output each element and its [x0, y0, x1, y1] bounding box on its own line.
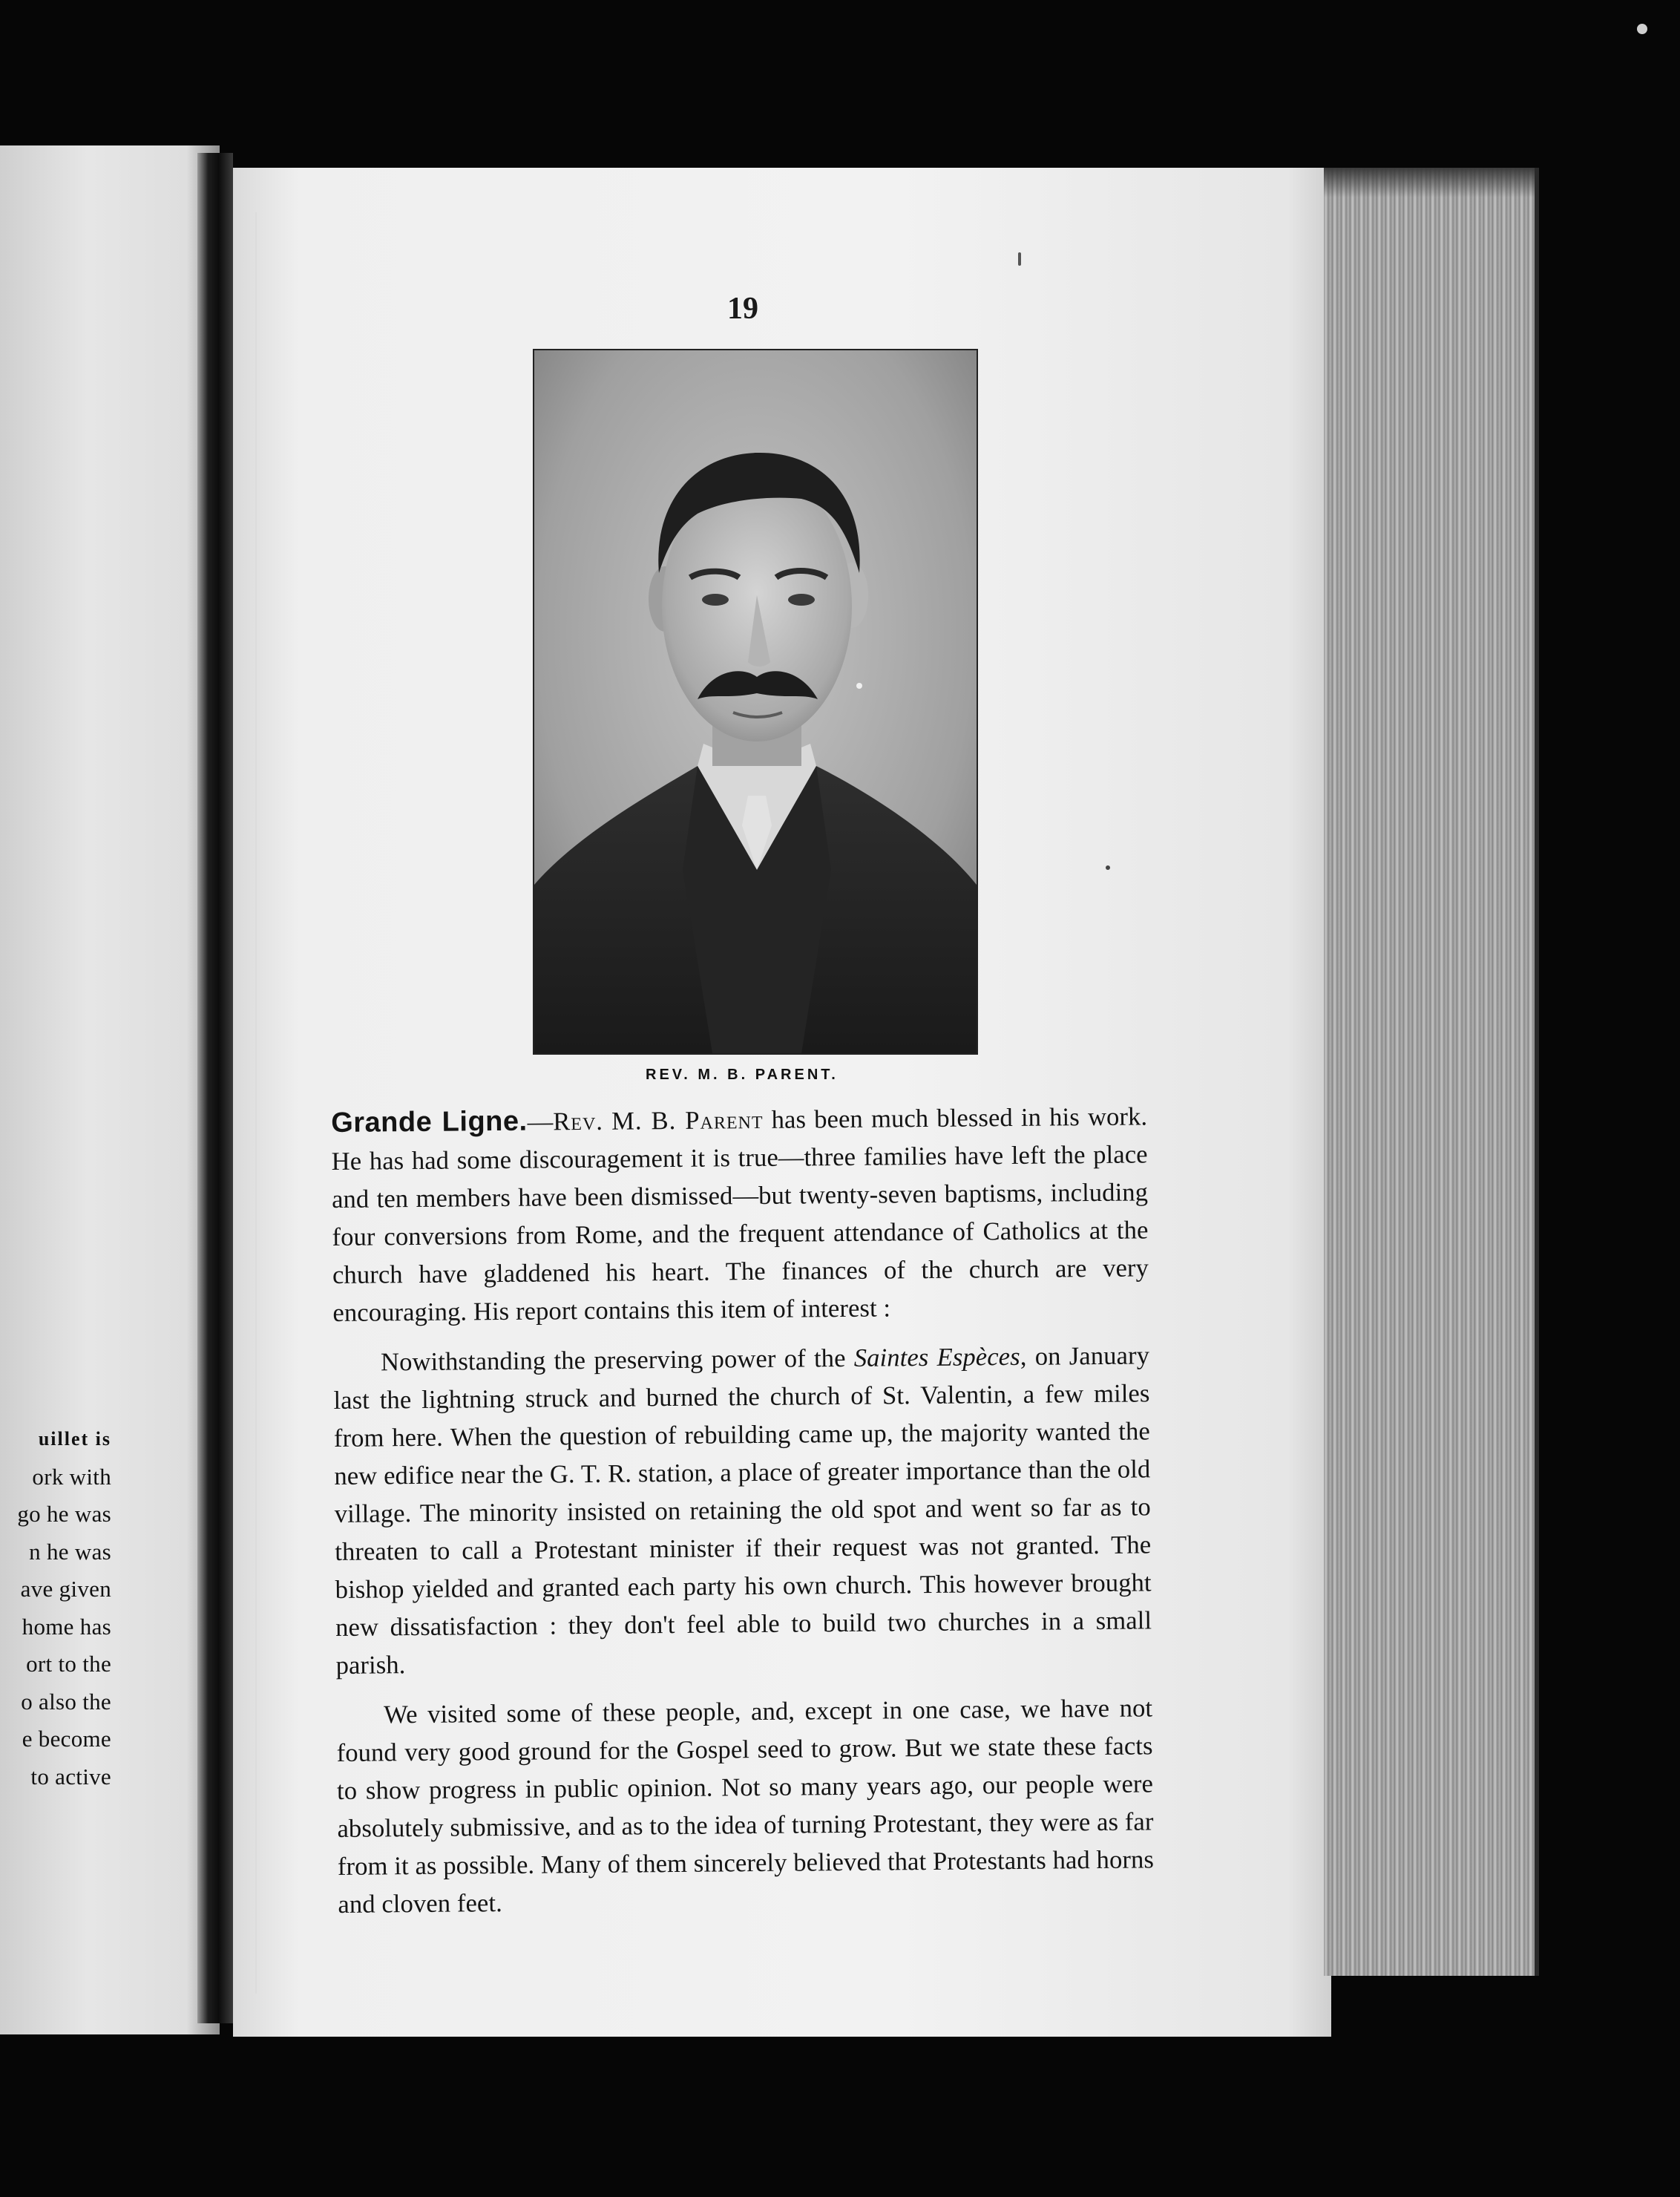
- scan-speck: [1637, 24, 1647, 34]
- left-fragment-line: e become: [22, 1726, 111, 1752]
- paragraph-2-text: , on January last the lightning struck and burned the church of St. Valentin, a few miles from here. When the question of rebuilding came up, the majority wanted the new edifice near the G. T. R. station, a place of greater importance than the old village. The minority insisted on retaining the old spot and went so far as to threaten to call a Protestant minister if their request was not granted. The bishop yielded and granted each party his own church. This however brought new dissatisfaction : they don't feel able to build two churches in a small parish.: [333, 1341, 1152, 1680]
- portrait-caption: REV. M. B. PARENT.: [646, 1067, 839, 1083]
- paragraph-2-italic: Saintes Espèces: [853, 1342, 1020, 1372]
- left-fragment-line: home has: [22, 1613, 111, 1640]
- heading-dash: —: [527, 1107, 554, 1136]
- left-fragment-line: uillet is: [38, 1428, 111, 1450]
- paper-shadow-line: [255, 212, 257, 1994]
- paragraph-3: We visited some of these people, and, except in one case, we have not found very good ground for the Gospel seed to grow. But we state these facts to show progress in public opinion. Not so many years ago, our people were absolutely submissive, and as to the idea of turning Protestant, they were as far from it as possible. Many of them sincerely believed that Protestants had horns and cloven feet.: [336, 1694, 1155, 1919]
- page-edges: [1324, 168, 1539, 1976]
- portrait-photo: [533, 349, 978, 1055]
- paragraph-1-text: has been much blessed in his work. He has had some discouragement it is true—three families have left the place and ten members have been dismissed—but twenty-seven baptisms, including four conversions from Rome, and the frequent attendance of Catholics at the church have gladdened his heart. The finances of the church are very encouraging. His report contains this item of interest :: [331, 1102, 1149, 1327]
- article-body: [331, 1097, 1155, 1924]
- paragraph-2: [333, 1337, 1152, 1685]
- left-fragment-line: ort to the: [26, 1651, 111, 1677]
- section-heading: Grande Ligne.: [331, 1105, 528, 1139]
- book-gutter: [197, 153, 233, 2023]
- author-prefix: Rev.: [553, 1107, 604, 1136]
- scan-speck: [1106, 865, 1110, 870]
- portrait-illustration: [534, 350, 977, 1053]
- paragraph-1: [331, 1097, 1149, 1332]
- left-fragment-line: to active: [30, 1763, 111, 1790]
- scan-speck: [1018, 252, 1021, 266]
- left-fragment-line: o also the: [21, 1688, 111, 1715]
- author-name: M. B. Parent: [611, 1105, 764, 1136]
- left-page: [0, 145, 220, 2034]
- page-number: 19: [727, 292, 758, 326]
- page-edges-shadow: [1324, 168, 1535, 197]
- left-fragment-line: ave given: [20, 1576, 111, 1602]
- paragraph-2-start: Nowithstanding the preserving power of the: [380, 1343, 854, 1377]
- left-fragment-line: go he was: [17, 1501, 111, 1527]
- left-page-text-fragments: [0, 1419, 111, 1795]
- left-fragment-line: n he was: [29, 1538, 111, 1565]
- left-fragment-line: ork with: [32, 1463, 111, 1490]
